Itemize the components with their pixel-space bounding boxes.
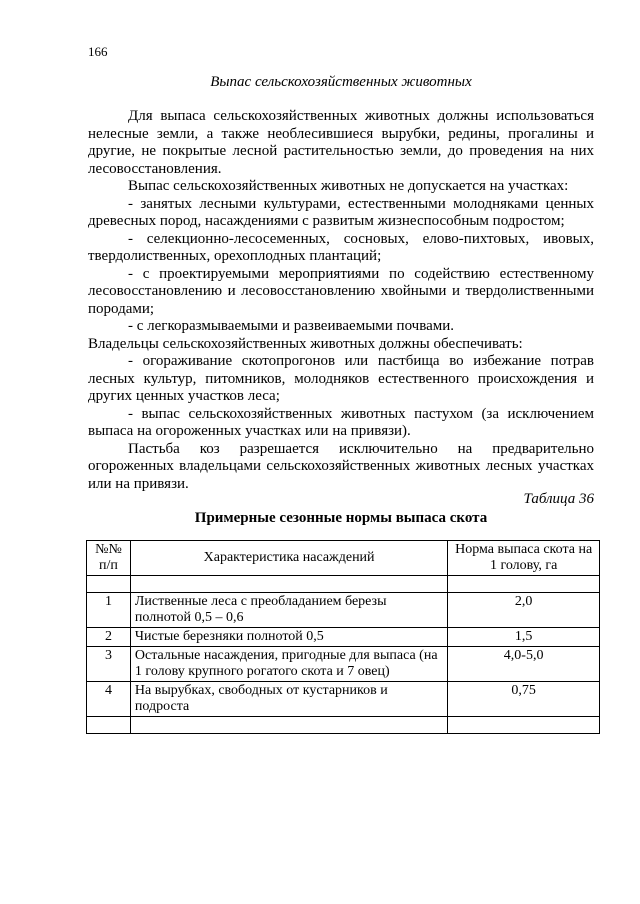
table-title: Примерные сезонные нормы выпаса скота [194, 510, 488, 526]
row-characteristic: Остальные насаждения, пригодные для выпаса (на 1 голову крупного рогатого скота и 7 овец) [130, 647, 447, 682]
row-norm: 4,0-5,0 [448, 647, 600, 682]
table-row [87, 628, 600, 647]
row-characteristic: Лиственные леса с преобладанием березы полнотой 0,5 – 0,6 [130, 593, 447, 628]
table-caption: Таблица 36 [523, 491, 594, 507]
row-num: 3 [87, 647, 131, 682]
grazing-norms-table [86, 540, 600, 734]
body-text [88, 108, 594, 493]
header-norm: Норма выпаса скота на 1 голову, га [448, 541, 600, 576]
section-title: Выпас сельскохозяйственных животных [210, 74, 472, 90]
list-item-forest-cultures: - занятых лесными культурами, естественными молодняками ценных древесных пород, насаждениями с развитым жизнеспособным подростом; [88, 195, 594, 229]
table-row [87, 593, 600, 628]
list-item-reforestation: - с проектируемыми мероприятиями по содействию естественному лесовосстановлению и лесовосстановлению хвойными и твердолиственными породами; [88, 265, 594, 317]
row-characteristic: Чистые березняки полнотой 0,5 [130, 628, 447, 647]
table-spacer-row [87, 717, 600, 734]
table-row [87, 682, 600, 717]
row-norm: 2,0 [448, 593, 600, 628]
table-spacer-row [87, 576, 600, 593]
paragraph-owner-duties: Владельцы сельскохозяйственных животных должны обеспечивать: [88, 335, 523, 352]
list-item-plantations: - селекционно-лесосеменных, сосновых, елово-пихтовых, ивовых, твердолиственных, орехоплодных плантаций; [88, 230, 594, 264]
list-item-erodible-soils: - с легкоразмываемыми и развеиваемыми почвами. [128, 318, 455, 334]
row-norm: 0,75 [448, 682, 600, 717]
row-norm: 1,5 [448, 628, 600, 647]
paragraph-goats: Пастьба коз разрешается исключительно на предварительно огороженных владельцами сельскохозяйственных животных лесных участках или на привязи. [88, 440, 594, 492]
row-num: 2 [87, 628, 131, 647]
row-num: 1 [87, 593, 131, 628]
row-characteristic: На вырубках, свободных от кустарников и подроста [130, 682, 447, 717]
table-header-row [87, 541, 600, 576]
table-row [87, 647, 600, 682]
header-num: №№ п/п [87, 541, 131, 576]
header-characteristic: Характеристика насаждений [130, 541, 447, 576]
list-item-shepherd: - выпас сельскохозяйственных животных пастухом (за исключением выпаса на огороженных участках или на привязи). [88, 405, 594, 439]
row-num: 4 [87, 682, 131, 717]
paragraph-prohibited-heading: Выпас сельскохозяйственных животных не допускается на участках: [128, 178, 569, 194]
list-item-fencing: - огораживание скотопрогонов или пастбища во избежание потрав лесных культур, питомников, молодняков естественного происхождения и других ценных участков леса; [88, 353, 594, 404]
paragraph-intro: Для выпаса сельскохозяйственных животных должны использоваться нелесные земли, а также необлесившиеся вырубки, редины, прогалины и другие, не покрытые лесной растительностью земли, до проведения на них лесовосстановления. [88, 108, 594, 177]
page-number: 166 [88, 44, 108, 59]
